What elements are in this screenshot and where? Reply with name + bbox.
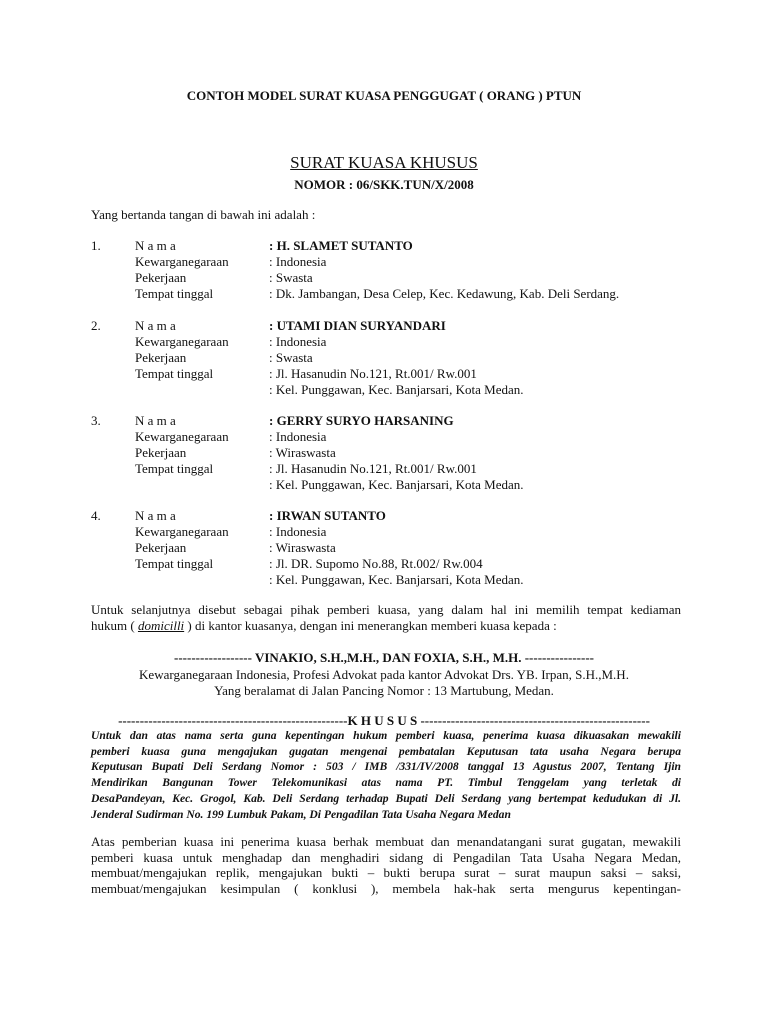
party-alamat-line: : Kel. Punggawan, Kec. Banjarsari, Kota Medan. <box>269 477 524 492</box>
label-pekerjaan: Pekerjaan <box>135 445 187 460</box>
paragraph-line: Untuk selanjutnya disebut sebagai pihak pemberi kuasa, yang dalam hal ini memilih tempat kediaman <box>91 602 681 617</box>
party-alamat-line: : Kel. Punggawan, Kec. Banjarsari, Kota Medan. <box>269 572 524 587</box>
label-kewarganegaraan: Kewarganegaraan <box>135 334 229 349</box>
party-kewarganegaraan: : Indonesia <box>269 254 327 269</box>
khusus-line: Untuk dan atas nama serta guna kepentingan hukum pemberi kuasa, penerima kuasa dikuasakan mewakili <box>91 729 681 742</box>
penerima-kuasa-name: ------------------ VINAKIO, S.H.,M.H., DAN FOXIA, S.H., M.H. ---------------- <box>174 650 594 665</box>
label-tempat-tinggal: Tempat tinggal <box>135 286 214 301</box>
label-pekerjaan: Pekerjaan <box>135 270 187 285</box>
label-kewarganegaraan: Kewarganegaraan <box>135 524 229 539</box>
label-nama: N a m a <box>135 318 176 333</box>
khusus-paragraph <box>91 728 681 822</box>
khusus-line: pemberi kuasa guna mengajukan gugatan mengenai pembatalan Keputusan tata usaha Negara berupa <box>91 744 681 758</box>
paragraph-line: pemberi kuasa untuk menghadap dan menghadiri sidang di Pengadilan Tata Usaha Negara Medan, <box>91 849 681 865</box>
party-name: : IRWAN SUTANTO <box>269 508 386 523</box>
paragraph-hak-kuasa <box>91 834 681 896</box>
khusus-line: Mendirikan Bangunan Tower Telekomunikasi atas nama PT. Timbul Tenggelam yang terletak di <box>91 776 681 790</box>
paragraph-text: ) di kantor kuasanya, dengan ini menerangkan memberi kuasa kepada : <box>184 617 557 633</box>
document-header-title: CONTOH MODEL SURAT KUASA PENGGUGAT ( ORANG ) PTUN <box>186 88 582 103</box>
paragraph-line <box>91 618 681 634</box>
label-nama: N a m a <box>135 413 176 428</box>
party-alamat-line: : Kel. Punggawan, Kec. Banjarsari, Kota Medan. <box>269 382 524 397</box>
label-pekerjaan: Pekerjaan <box>135 350 187 365</box>
party-kewarganegaraan: : Indonesia <box>269 334 327 349</box>
label-tempat-tinggal: Tempat tinggal <box>135 366 214 381</box>
party-pekerjaan: : Wiraswasta <box>269 445 336 460</box>
intro-text: Yang bertanda tangan di bawah ini adalah : <box>91 207 316 222</box>
party-pekerjaan: : Swasta <box>269 270 313 285</box>
paragraph-line: Atas pemberian kuasa ini penerima kuasa berhak membuat dan menandatangani surat gugatan, mewakili <box>91 834 681 849</box>
party-name: : GERRY SURYO HARSANING <box>269 413 454 428</box>
party-kewarganegaraan: : Indonesia <box>269 429 327 444</box>
party-alamat-line: : Jl. Hasanudin No.121, Rt.001/ Rw.001 <box>269 461 477 476</box>
party-alamat-line: : Jl. DR. Supomo No.88, Rt.002/ Rw.004 <box>269 556 483 571</box>
party-pekerjaan: : Swasta <box>269 350 313 365</box>
party-alamat-line: : Dk. Jambangan, Desa Celep, Kec. Kedawung, Kab. Deli Serdang. <box>269 286 620 301</box>
document-number: NOMOR : 06/SKK.TUN/X/2008 <box>294 177 474 192</box>
label-tempat-tinggal: Tempat tinggal <box>135 556 214 571</box>
label-kewarganegaraan: Kewarganegaraan <box>135 254 229 269</box>
document-title: SURAT KUASA KHUSUS <box>290 153 478 172</box>
paragraph-line: membuat/mengajukan kesimpulan ( konklusi ), membela hak-hak serta mengurus kepentingan- <box>91 880 681 896</box>
party-number: 4. <box>91 508 101 523</box>
paragraph-line: membuat/mengajukan replik, mengajukan bukti – bukti berupa surat – surat maupun saksi – saksi, <box>91 865 681 881</box>
khusus-line: DesaPandeyan, Kec. Grogol, Kab. Deli Serdang terhadap Bupati Deli Serdang yang bertempat kedudukan di Jl. <box>91 791 681 805</box>
penerima-kuasa-detail: Kewarganegaraan Indonesia, Profesi Advokat pada kantor Advokat Drs. YB. Irpan, S.H.,M.H. <box>139 667 629 682</box>
label-kewarganegaraan: Kewarganegaraan <box>135 429 229 444</box>
paragraph-kuasa-intro <box>91 602 681 633</box>
party-name: : UTAMI DIAN SURYANDARI <box>269 318 446 333</box>
party-number: 2. <box>91 318 101 333</box>
party-number: 1. <box>91 238 101 253</box>
khusus-heading: -----------------------------------------------------K H U S U S ----------------------------------------------------- <box>118 713 650 728</box>
khusus-line: Jenderal Sudirman No. 199 Lumbuk Pakam, Di Pengadilan Tata Usaha Negara Medan <box>91 807 511 821</box>
paragraph-text: hukum ( <box>91 617 138 633</box>
party-number: 3. <box>91 413 101 428</box>
party-alamat-line: : Jl. Hasanudin No.121, Rt.001/ Rw.001 <box>269 366 477 381</box>
label-tempat-tinggal: Tempat tinggal <box>135 461 214 476</box>
label-nama: N a m a <box>135 508 176 523</box>
party-pekerjaan: : Wiraswasta <box>269 540 336 555</box>
penerima-kuasa-address: Yang beralamat di Jalan Pancing Nomor : 13 Martubung, Medan. <box>214 683 554 698</box>
khusus-line: Keputusan Bupati Deli Serdang Nomor : 503 / IMB /331/IV/2008 tanggal 13 Agustus 2007, Tentang Ijin <box>91 760 681 774</box>
party-name: : H. SLAMET SUTANTO <box>269 238 413 253</box>
label-nama: N a m a <box>135 238 176 253</box>
label-pekerjaan: Pekerjaan <box>135 540 187 555</box>
party-kewarganegaraan: : Indonesia <box>269 524 327 539</box>
domicilli-term: domicilli <box>137 617 185 633</box>
